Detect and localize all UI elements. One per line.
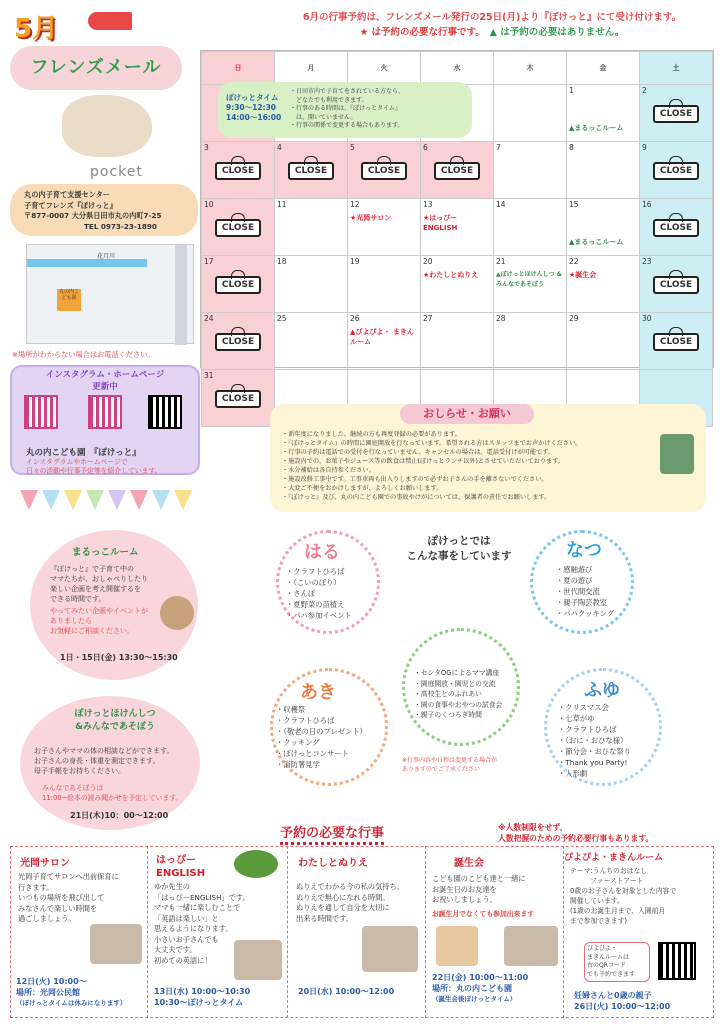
maru-room-schedule: 1日・15日(金) 13:30～15:30 [60, 653, 178, 662]
weekday-sun: 日 [202, 52, 275, 85]
calendar-cell-19 [348, 256, 421, 313]
hoken-hint [42, 784, 182, 803]
calendar-cell-22 [567, 256, 640, 313]
notice-item: ・ 新年度になりました。継続の方も再度登録の必要があります。 [282, 430, 666, 439]
event-maru: ▲まるっこルーム [569, 124, 624, 132]
event-column-english [148, 846, 288, 1018]
bear-icon [160, 596, 194, 630]
desc-line: まで参加できます) [570, 917, 628, 925]
access-map [26, 244, 194, 344]
event-column-piyo [564, 846, 714, 1018]
day-number: 15 [569, 200, 579, 209]
friends-mail-banner: フレンズメール [10, 46, 182, 90]
maru-room-title: まるっこルーム [72, 547, 139, 558]
calendar-cell-7 [494, 142, 567, 199]
natsu-title: なつ [566, 540, 602, 561]
calendar-cell-26 [348, 313, 421, 370]
hoken-title-line2: &みんなであそぼう [75, 722, 155, 732]
hoken-title-line1: ぽけっとほけんしつ [74, 709, 156, 719]
event-english: ★はっぴー ENGLISH [423, 214, 458, 232]
event-nurie: ★わたしとぬりえ [423, 271, 479, 279]
note-line: は、開いていません。 [290, 113, 357, 121]
activity-item: ・ 世代間交流 [556, 586, 614, 597]
activity-item: ・ （こいのぼり） [286, 577, 352, 588]
day-number: 12 [350, 200, 360, 209]
day-number: 30 [642, 314, 652, 323]
calendar-cell-6 [421, 142, 494, 199]
day-number: 13 [423, 200, 433, 209]
close-sign-icon: CLOSE [653, 162, 699, 180]
river [27, 259, 147, 267]
activity-item: ・ 節分会・おひな祭り [558, 746, 631, 757]
close-sign-icon: CLOSE [215, 219, 261, 237]
activity-item: ・ パパ参加イベント [286, 610, 352, 621]
aki-list [276, 704, 367, 770]
event-title: 光岡サロン [20, 858, 70, 869]
main-road [175, 245, 187, 345]
close-sign-icon: CLOSE [434, 162, 480, 180]
hoken-schedule: 21日(木)10：00～12:00 [70, 811, 169, 820]
close-sign-icon: CLOSE [653, 276, 699, 294]
notice-list [282, 430, 666, 502]
weekday-fri: 金 [567, 52, 640, 85]
activity-item: ・ 消防署見学 [276, 759, 367, 770]
hoken-desc [34, 746, 173, 776]
activity-item: ・ Thank you Party! [558, 757, 631, 768]
weekday-sat: 土 [640, 52, 713, 85]
event-schedule [298, 986, 394, 997]
event-schedule [154, 986, 250, 1008]
desc-line: (1歳のお誕生月まで、入園前月 [570, 907, 666, 915]
day-number: 29 [569, 314, 579, 323]
desc-line: 楽しい企画を考え開催するを [50, 585, 141, 593]
day-number: 4 [277, 143, 282, 152]
day-number: 7 [496, 143, 501, 152]
calendar-cell-17 [202, 256, 275, 313]
activity-item: ・ 感触遊び [556, 564, 614, 575]
activity-item: ・ 七草がゆ [558, 713, 631, 724]
event-column-nurie [288, 846, 426, 1018]
close-sign-icon: CLOSE [215, 276, 261, 294]
close-sign-icon: CLOSE [653, 219, 699, 237]
calendar-cell-12 [348, 199, 421, 256]
desc-line: 開催しています。 [570, 897, 624, 905]
piyo-qr-note [584, 942, 650, 982]
desc-line: こども園のこども達と一緒に [432, 874, 526, 883]
activity-item: ・ 夏の遊び [556, 575, 614, 586]
desc-line: 小さいお子さんでも [154, 934, 219, 944]
aki-title: あき [300, 682, 336, 703]
activity-item: ・ 親子のくつろぎ時間 [414, 710, 502, 721]
day-number: 9 [642, 143, 647, 152]
hoken-title [60, 708, 170, 734]
org-name: 丸の内子育て支援センター [24, 190, 110, 199]
calendar-cell-10 [202, 199, 275, 256]
day-number: 8 [569, 143, 574, 152]
desc-line: 光岡子育てサロンへ出前保育に [18, 872, 119, 881]
activity-item: ・ 人形劇 [558, 768, 631, 779]
calendar-cell-15 [567, 199, 640, 256]
desc-line: ママたちが、おしゃべりしたり [50, 575, 148, 583]
day-number: 18 [277, 257, 287, 266]
instagram-qr-icon-2[interactable] [88, 395, 122, 429]
activity-item: ・ ぽけっとコンサート [276, 748, 367, 759]
reserve-required-legend: ★ は予約の必要な行事です。 [359, 27, 481, 38]
sched-line: 場所：丸の内こども園 [432, 984, 512, 993]
calendar-cell-28 [494, 313, 567, 370]
calendar-cell-20 [421, 256, 494, 313]
desc-line: お祝いしましょう。 [432, 895, 497, 904]
activity-item: ・ 夏野菜の苗植え [286, 599, 352, 610]
activity-item: ・ クリスマス会 [558, 702, 631, 713]
desc-line: 母子手帳をお持ちください。 [34, 767, 125, 775]
calendar-cell-empty [494, 85, 567, 142]
haru-list [286, 566, 352, 621]
activity-item: ・ クッキング [276, 737, 367, 748]
desc-line: 大丈夫です。 [154, 945, 197, 954]
sched-line: 22日(金) 10:00～11:00 [432, 973, 529, 982]
day-number: 25 [277, 314, 287, 323]
day-number: 24 [204, 314, 214, 323]
maru-room-desc [50, 564, 148, 604]
day-number: 2 [642, 86, 647, 95]
calendar-cell-21 [494, 256, 567, 313]
pocket-time-notes [290, 88, 404, 131]
desc-line: ぬりえでわかる今の私の気持ち。 [296, 882, 404, 891]
sched-line: （ぽけっとタイムは休みになります） [16, 999, 127, 1007]
desc-line: 「英語は楽しい」と [154, 913, 219, 923]
sched-line: 12日(火) 10:00～ [16, 977, 87, 986]
qr-note-line: まきんルームは [587, 953, 630, 961]
day-number: 14 [496, 200, 506, 209]
maru-room-hint [50, 606, 148, 636]
map-note: ※場所がわからない場合はお電話ください。 [12, 350, 155, 359]
day-number: 6 [423, 143, 428, 152]
instagram-title-line1: インスタグラム・ホームページ [45, 370, 165, 380]
homepage-qr-icon[interactable] [148, 395, 182, 429]
day-number: 22 [569, 257, 579, 266]
season-note-line2: ありますのでご了承ください [402, 766, 481, 773]
day-number: 23 [642, 257, 652, 266]
reservation-note [498, 822, 653, 844]
event-desc [570, 866, 676, 926]
close-sign-icon: CLOSE [653, 105, 699, 123]
calendar-cell-2 [640, 85, 713, 142]
day-number: 11 [277, 200, 287, 209]
event-desc [18, 872, 119, 925]
note-line: ・行事のある時間は、『ぽけっとタイム』 [290, 105, 401, 112]
instagram-description [26, 458, 161, 476]
salon-photo [90, 924, 142, 964]
notice-item: ・ 行事の予約は電話での受付を行なっていません。キャンセルの場合は、電話受付けが可能です。 [282, 448, 666, 457]
desc-line: ゆか先生の [154, 882, 190, 891]
calendar-cell-13 [421, 199, 494, 256]
day-number: 21 [496, 257, 506, 266]
desc-line: ぬりえで無心になれる時間。 [296, 892, 390, 902]
map-spot: 丸の内こども園 [57, 289, 81, 311]
event-maru: ▲まるっこルーム [569, 238, 624, 246]
day-number: 17 [204, 257, 214, 266]
desc-line: お子さんの身長・体重を測定できます。 [34, 757, 160, 765]
notice-item: ・ 『ぽけっとタイム』の時間に園庭開放を行なっています。希望される方はスタッフまでお声かけください。 [282, 439, 666, 448]
notice-item: ・ 施設改修工事中です。工事車両も出入りしますので必ずお子さんの手を離さないでください。 [282, 475, 666, 484]
instagram-qr-icon[interactable] [24, 395, 58, 429]
desc-line: 過ごしましょう。 [18, 914, 76, 923]
center-title [384, 534, 534, 564]
day-number: 28 [496, 314, 506, 323]
bunting-decoration [20, 490, 200, 512]
koinobori-icon [88, 12, 132, 30]
piyo-qr-code-icon[interactable] [658, 942, 696, 980]
close-sign-icon: CLOSE [361, 162, 407, 180]
pocket-logo-text: pocket [90, 164, 143, 180]
natsu-list [556, 564, 614, 619]
day-number: 26 [350, 314, 360, 323]
fuyu-list [558, 702, 631, 779]
notice-item: ・ 『ぽけっと』及び、丸の内こども園での事故やけがについては、保護者の責任でお願いします。 [282, 493, 666, 502]
activity-item: ・ 収穫祭 [276, 704, 367, 715]
weekday-tue: 火 [348, 52, 421, 85]
english-photo [234, 940, 282, 980]
address-card [10, 184, 198, 236]
desc-line: できる時間です。 [50, 595, 106, 603]
activity-item: ・ 親子陶芸教室 [556, 597, 614, 608]
day-number: 19 [350, 257, 360, 266]
calendar-cell-3 [202, 142, 275, 199]
event-hoken: ▲ぽけっとほけんしつ &みんなであそぼう [496, 271, 562, 288]
day-number: 10 [204, 200, 214, 209]
instagram-desc-line1: インスタグラムやホームページで [26, 458, 128, 466]
day-number: 3 [204, 143, 209, 152]
event-schedule [16, 976, 126, 1009]
bear-balloon-icon [436, 926, 478, 966]
event-column-salon [10, 846, 148, 1018]
postal-address: 〒877-0007 大分県日田市丸の内町7-25 [24, 211, 162, 220]
event-column-birthday [426, 846, 564, 1018]
desc-line: 「はっぴーENGLISH」です。 [154, 892, 250, 902]
center-name: 子育てフレンズ『ぽけっと』 [24, 200, 117, 210]
desc-line: ぬりえを通して自分を大切に [296, 903, 390, 912]
center-title-line1: ぽけっとでは [427, 535, 491, 547]
hint-line: みんなであそぼうは [42, 784, 104, 792]
haru-title: はる [304, 542, 340, 563]
close-sign-icon: CLOSE [215, 390, 261, 408]
center-title-line2: こんな事をしています [406, 550, 512, 562]
instagram-account-name: 丸の内こども園 『ぽけっと』 [26, 448, 141, 458]
event-piyo: ▲ぴよぴよ・ まきんルーム [350, 328, 414, 346]
activity-item: ・ 高校生とのふれあい [414, 689, 502, 700]
sched-line: （誕生会後ぽけっとタイム） [432, 995, 517, 1003]
reserve-free-legend: ▲ は予約の必要はありません。 [489, 27, 625, 38]
hint-line: やってみたい企画やイベントが [50, 607, 148, 615]
desc-line: 行きます。 [18, 882, 54, 892]
reservation-events-title: 予約の必要な行事 [280, 822, 384, 845]
event-schedule [574, 990, 670, 1012]
sched-line: 20日(水) 10:00～12:00 [298, 987, 395, 996]
pocket-time-am: 9:30～12:30 [226, 103, 277, 112]
activity-item: ・ クラフトひろば [276, 715, 367, 726]
activity-item: ・ センタOGによるママ講座 [414, 668, 502, 679]
sched-line: 26日(火) 10:00～12:00 [574, 1002, 671, 1011]
weekday-thu: 木 [494, 52, 567, 85]
header-notice [262, 10, 722, 40]
mascot-illustration [62, 95, 152, 157]
calendar-cell-30 [640, 313, 713, 370]
calendar-cell-1 [567, 85, 640, 142]
desc-line: お子さんやママの体の相談などができます。 [34, 747, 174, 755]
qr-note-line: ぴよぴよ・ [587, 945, 618, 952]
desc-line: 0歳のお子さんを対象とした内容で [570, 887, 677, 895]
pocket-time-label: ぽけっとタイム [226, 93, 279, 102]
event-hint: お誕生月でなくても参加出来ます [432, 910, 534, 918]
phone-number[interactable]: TEL 0973-23-1890 [84, 221, 157, 231]
reservation-note-line1: ※人数制限をせず、 [498, 823, 568, 832]
event-desc [296, 882, 404, 924]
close-sign-icon: CLOSE [215, 162, 261, 180]
note-line: ・行事の関係で変更する場合もあります。 [290, 122, 404, 129]
qr-note-line: でも予約できます [587, 970, 636, 978]
desc-line: 初めての英語に！ [154, 955, 212, 965]
notice-title: おしらせ・お願い [400, 404, 534, 424]
desc-line: ファーストアート [590, 877, 644, 885]
activity-item: ・ （おに・おひな様） [558, 735, 631, 746]
sched-line: 13日(水) 10:00～10:30 [154, 987, 251, 996]
event-title: わたしとぬりえ [298, 858, 368, 869]
event-title: はっぴー ENGLISH [156, 855, 206, 879]
desc-line: 思えるようになります。 [154, 924, 233, 933]
birthday-photo [504, 926, 558, 966]
close-sign-icon: CLOSE [215, 333, 261, 351]
desc-line: いつもの場所を飛び出して [18, 893, 105, 902]
calendar-cell-14 [494, 199, 567, 256]
activity-item: ・ クラフトひろば [286, 566, 352, 577]
desc-line: テーマ:うんちのおはなし [570, 867, 648, 875]
qr-note-line: 右のQRコード [587, 962, 626, 969]
calendar-cell-9 [640, 142, 713, 199]
desc-line: お誕生日のお友達を [432, 884, 497, 894]
activity-item: ・ 園の食事やおやつの試食会 [414, 700, 502, 711]
instagram-title-line2: 更新中 [92, 382, 118, 392]
season-note-line1: ※行事内容や日程は変更する場合が [402, 757, 498, 764]
calendar-cell-23 [640, 256, 713, 313]
calendar-cell-18 [275, 256, 348, 313]
note-line: どなたでも利用できます。 [290, 96, 368, 104]
header-line1: 6月の行事予約は、フレンズメール発行の25日(月)より『ぽけっと』にて受け付けます。 [302, 12, 682, 23]
calendar-cell-11 [275, 199, 348, 256]
calendar-cell-25 [275, 313, 348, 370]
notice-item: ・ 大変ご不便をおかけしますが、よろしくお願いします。 [282, 484, 666, 493]
calendar-cell-16 [640, 199, 713, 256]
event-desc [432, 874, 525, 906]
activity-item: ・ パパクッキング [556, 608, 614, 619]
event-title: ぴよぴよ・まきんルーム [564, 853, 664, 863]
river-label: 花月川 [97, 253, 116, 260]
sched-line: 場所：光岡公民館 [16, 988, 80, 997]
calendar-cell-27 [421, 313, 494, 370]
notice-item: ・ 施設内での、お菓子やジュース等の飲食は禁止(ぽけっとランチ以外)とさせていただいております。 [282, 457, 666, 466]
month-label: 5月 [14, 14, 59, 44]
sched-line: 10:30～ぽけっとタイム [154, 998, 244, 1007]
pocket-time-pm: 14:00～16:00 [226, 113, 282, 122]
day-number: 31 [204, 371, 214, 380]
desc-line: 『ぽけっと』で子育て中の [50, 565, 134, 573]
notice-item: ・ 水分補給は各自持参ください。 [282, 466, 666, 475]
note-line: ・日田市内で子育てをされている方なら、 [290, 88, 405, 95]
close-sign-icon: CLOSE [288, 162, 334, 180]
weekday-mon: 月 [275, 52, 348, 85]
activity-item: ・ クラフトひろば [558, 724, 631, 735]
center-list [414, 668, 502, 721]
do-you-speak-english-icon [234, 850, 278, 878]
season-note [402, 756, 497, 774]
desc-line: ママも一緒に楽しむことで [154, 903, 241, 912]
calendar-cell-24 [202, 313, 275, 370]
event-birthday: ★誕生会 [569, 271, 597, 279]
hint-line: ありましたら [50, 617, 92, 625]
weekday-wed: 水 [421, 52, 494, 85]
day-number: 16 [642, 200, 652, 209]
calendar-cell-5 [348, 142, 421, 199]
event-schedule [432, 972, 528, 1005]
sched-line: 妊婦さんと0歳の親子 [574, 991, 652, 1000]
watering-can-icon [660, 434, 694, 474]
activity-item: ・ （敬老の日のプレゼント） [276, 726, 367, 737]
calendar-cell-8 [567, 142, 640, 199]
hint-line: 11:00~絵本の読み聞かせを予定しています。 [42, 793, 183, 802]
activity-item: ・ 園庭開放・園児との交流 [414, 679, 502, 690]
nurie-photo [362, 926, 418, 972]
fuyu-title: ふゆ [584, 680, 620, 701]
close-sign-icon: CLOSE [653, 333, 699, 351]
instagram-title [10, 369, 200, 393]
calendar-cell-29 [567, 313, 640, 370]
activity-item: ・ さんぽ [286, 588, 352, 599]
event-title: 誕生会 [454, 858, 484, 869]
day-number: 5 [350, 143, 355, 152]
day-number: 27 [423, 314, 433, 323]
desc-line: みなさんで楽しい時間を [18, 903, 98, 913]
calendar-cell-4 [275, 142, 348, 199]
event-salon: ★光岡サロン [350, 214, 392, 222]
day-number: 20 [423, 257, 433, 266]
day-number: 1 [569, 86, 574, 95]
hint-line: お気軽にご相談ください。 [50, 627, 134, 635]
reservation-note-line2: 人数把握のための予約必要行事もあります。 [498, 834, 654, 843]
pocket-time-title [226, 93, 281, 123]
instagram-desc-line2: 日々の活動や行事予定等を紹介しています。 [26, 467, 162, 475]
desc-line: 出来る時間です。 [296, 913, 353, 923]
calendar-cell-31 [202, 370, 275, 427]
